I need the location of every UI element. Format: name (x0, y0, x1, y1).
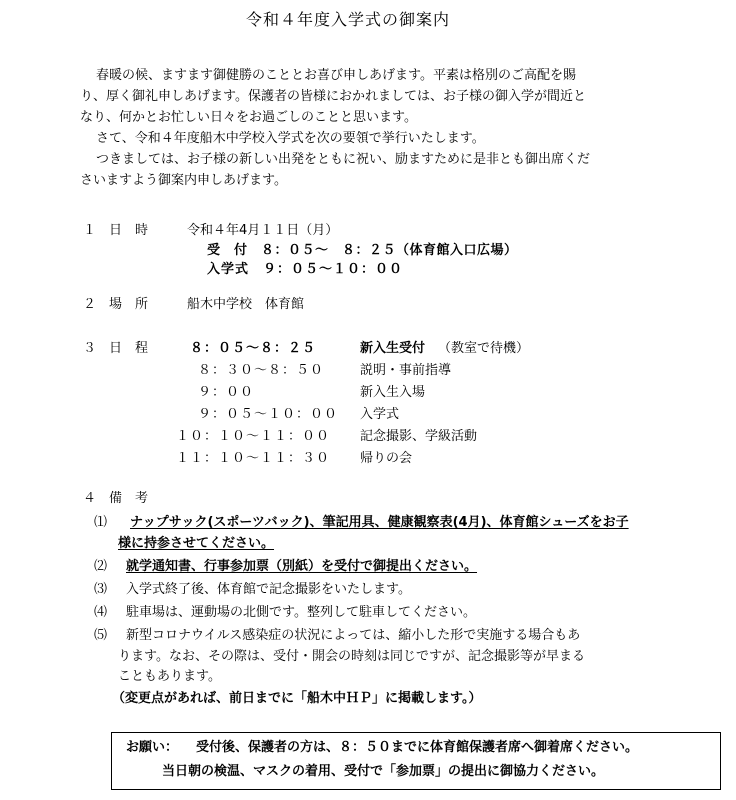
remark-text: こともあります。 (118, 669, 221, 684)
datetime-label: １ 日 時 (83, 223, 149, 238)
schedule-event: 説明・事前指導 (360, 363, 452, 378)
schedule-event: 入学式 (360, 407, 400, 422)
remark-text: ナップサック(スポーツバック)、筆記用具、健康観察表(4月)、体育館シューズをお子 (130, 515, 629, 530)
schedule-event: 新入生入場 (360, 385, 426, 400)
intro-line: さいますよう御案内申しあげます。 (80, 173, 287, 188)
schedule-time: １１：１０～１１：３０ (176, 451, 331, 466)
remark-text: 様に持参させてください。 (118, 536, 275, 551)
intro-line: 春暖の候、ますます御健勝のこととお喜び申しあげます。平素は格別のご高配を賜 (96, 68, 576, 83)
schedule-time: ８：０５～８：２５ (190, 341, 317, 356)
remark-number: ⑴ (94, 515, 108, 530)
remark-number: ⑷ (94, 605, 108, 620)
remark-number: ⑸ (94, 628, 108, 643)
remark-number: ⑶ (94, 582, 108, 597)
remark-number: ⑵ (94, 559, 108, 574)
remarks-label: ４ 備 考 (83, 491, 149, 506)
schedule-note: （教室で待機） (438, 341, 530, 356)
datetime-date: 令和４年4月１１日（月） (187, 223, 339, 238)
intro-line: り、厚く御礼申しあげます。保護者の皆様におかれましては、お子様の御入学が間近と (80, 89, 586, 104)
schedule-event: 帰りの会 (360, 451, 413, 466)
notice-line: 当日朝の検温、マスクの着用、受付で「参加票」の提出に御協力ください。 (162, 764, 605, 779)
schedule-time: ９：０５～１０：００ (198, 407, 339, 422)
remark-text: 入学式終了後、体育館で記念撮影をいたします。 (126, 582, 411, 597)
notice-line: 受付後、保護者の方は、８：５０までに体育館保護者席へ御着席ください。 (196, 740, 639, 755)
schedule-time: ９：００ (198, 385, 255, 400)
change-note: （変更点があれば、前日までに「船木中ＨＰ」に掲載します。） (112, 691, 482, 706)
intro-line: さて、令和４年度船木中学校入学式を次の要領で挙行いたします。 (96, 131, 485, 146)
notice-label: お願い： (126, 740, 179, 755)
place-value: 船木中学校 体育館 (187, 297, 305, 312)
remark-text: 新型コロナウイルス感染症の状況によっては、縮小した形で実施する場合もあ (126, 628, 581, 643)
place-label: ２ 場 所 (83, 297, 149, 312)
remark-text: 就学通知書、行事参加票（別紙）を受付で御提出ください。 (126, 559, 478, 574)
remark-text: ります。なお、その際は、受付・開会の時刻は同じですが、記念撮影等が早まる (118, 649, 585, 664)
schedule-event: 記念撮影、学級活動 (360, 429, 478, 444)
datetime-reception: 受 付 ８：０５～ ８：２５（体育館入口広場） (207, 243, 518, 258)
intro-line: なり、何かとお忙しい日々をお過ごしのことと思います。 (80, 110, 417, 125)
schedule-label: ３ 日 程 (83, 341, 149, 356)
schedule-event: 新入生受付 (360, 341, 426, 356)
page-title: 令和４年度入学式の御案内 (246, 10, 451, 29)
schedule-time: ８：３０～８：５０ (198, 363, 325, 378)
intro-line: つきましては、お子様の新しい出発をともに祝い、励ますために是非とも御出席くだ (96, 152, 591, 167)
datetime-ceremony: 入学式 ９：０５～１０：００ (207, 262, 404, 277)
remark-text: 駐車場は、運動場の北側です。整列して駐車してください。 (126, 605, 476, 620)
schedule-time: １０：１０～１１：００ (176, 429, 331, 444)
